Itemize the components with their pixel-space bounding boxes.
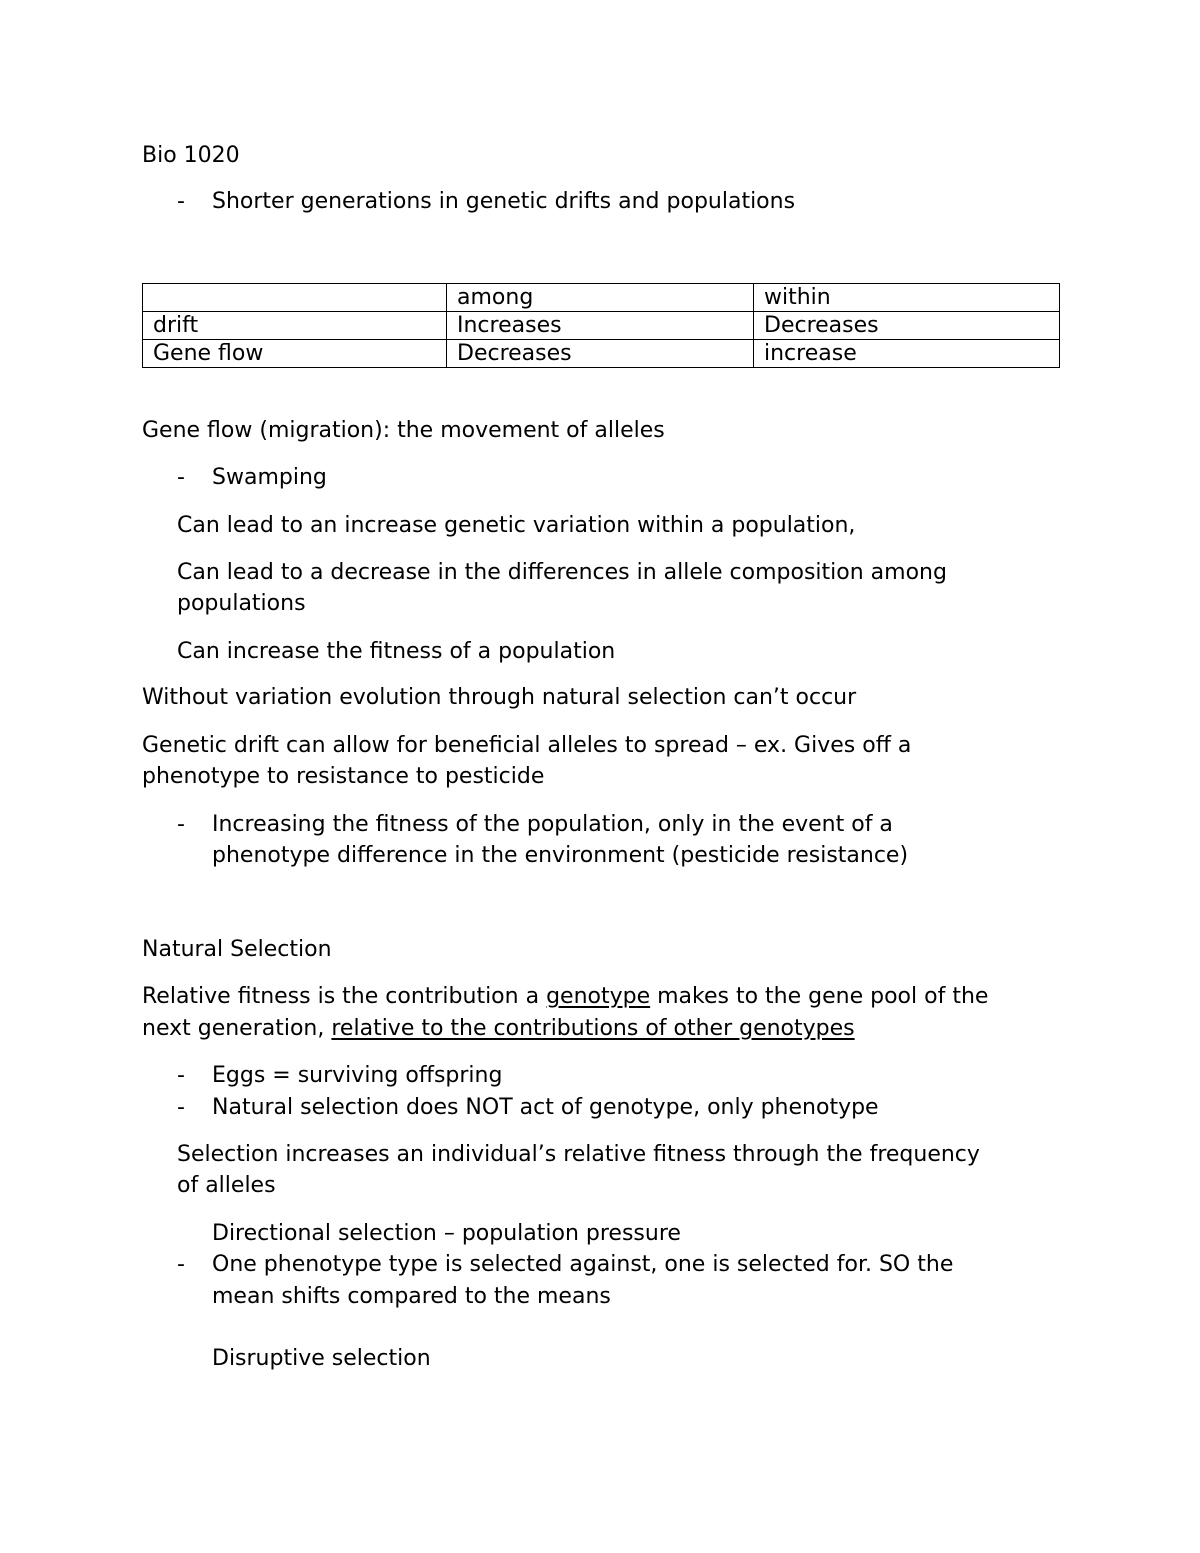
relative-fitness-line-1 [142,981,988,1013]
drift-line-2: phenotype to resistance to pesticide [142,764,545,789]
table-cell: Increases [447,312,754,340]
relative-fitness-text-a: Relative fitness is the contribution a [142,984,547,1009]
directional-line-1: One phenotype type is selected against, one is selected for. SO the [212,1252,954,1277]
drift-line-1: Genetic drift can allow for beneficial alleles to spread – ex. Gives off a [142,733,912,758]
bullet-dash: - [177,189,185,214]
table-cell: Gene flow [143,340,447,368]
gene-flow-point-2-line-2: populations [177,591,306,616]
table-header-row [143,284,1060,312]
relative-fitness-text-c: next generation, [142,1016,332,1041]
bullet-dash: - [177,1252,185,1277]
intro-bullet: Shorter generations in genetic drifts and populations [212,189,796,214]
natural-selection-heading: Natural Selection [142,937,332,962]
table-cell: Decreases [754,312,1060,340]
relative-fitness-text-b: makes to the gene pool of the [650,984,989,1009]
table-row [143,340,1060,368]
doc-title: Bio 1020 [142,143,240,168]
eggs-bullet: Eggs = surviving offspring [212,1063,503,1088]
gene-flow-definition: Gene flow (migration): the movement of alleles [142,418,665,443]
directional-selection: Directional selection – population pressure [212,1221,681,1246]
table-row [143,312,1060,340]
table-cell: Decreases [447,340,754,368]
selection-line-1: Selection increases an individual’s relative fitness through the frequency [177,1142,980,1167]
drift-gene-flow-table [142,283,1060,368]
variation-statement: Without variation evolution through natural selection can’t occur [142,685,857,710]
disruptive-selection: Disruptive selection [212,1346,431,1371]
bullet-dash: - [177,812,185,837]
gene-flow-point-1: Can lead to an increase genetic variation within a population, [177,513,856,538]
gene-flow-point-2-line-1: Can lead to a decrease in the differences in allele composition among [177,560,947,585]
selection-line-2: of alleles [177,1173,276,1198]
relative-fitness-line-2 [142,1013,855,1045]
table-header-cell: within [754,284,1060,312]
table-cell: drift [143,312,447,340]
table-header-cell [143,284,447,312]
bullet-dash: - [177,1095,185,1120]
relative-contributions-underlined: relative to the contributions of other genotypes [331,1016,855,1041]
swamping-bullet: Swamping [212,465,327,490]
genotype-underlined: genotype [546,984,651,1009]
drift-bullet-line-2: phenotype difference in the environment (pesticide resistance) [212,843,909,868]
drift-bullet-line-1: Increasing the fitness of the population, only in the event of a [212,812,893,837]
bullet-dash: - [177,465,185,490]
phenotype-bullet: Natural selection does NOT act of genotype, only phenotype [212,1095,879,1120]
bullet-dash: - [177,1063,185,1088]
table-cell: increase [754,340,1060,368]
table-header-cell: among [447,284,754,312]
directional-line-2: mean shifts compared to the means [212,1284,611,1309]
gene-flow-point-3: Can increase the fitness of a population [177,639,616,664]
